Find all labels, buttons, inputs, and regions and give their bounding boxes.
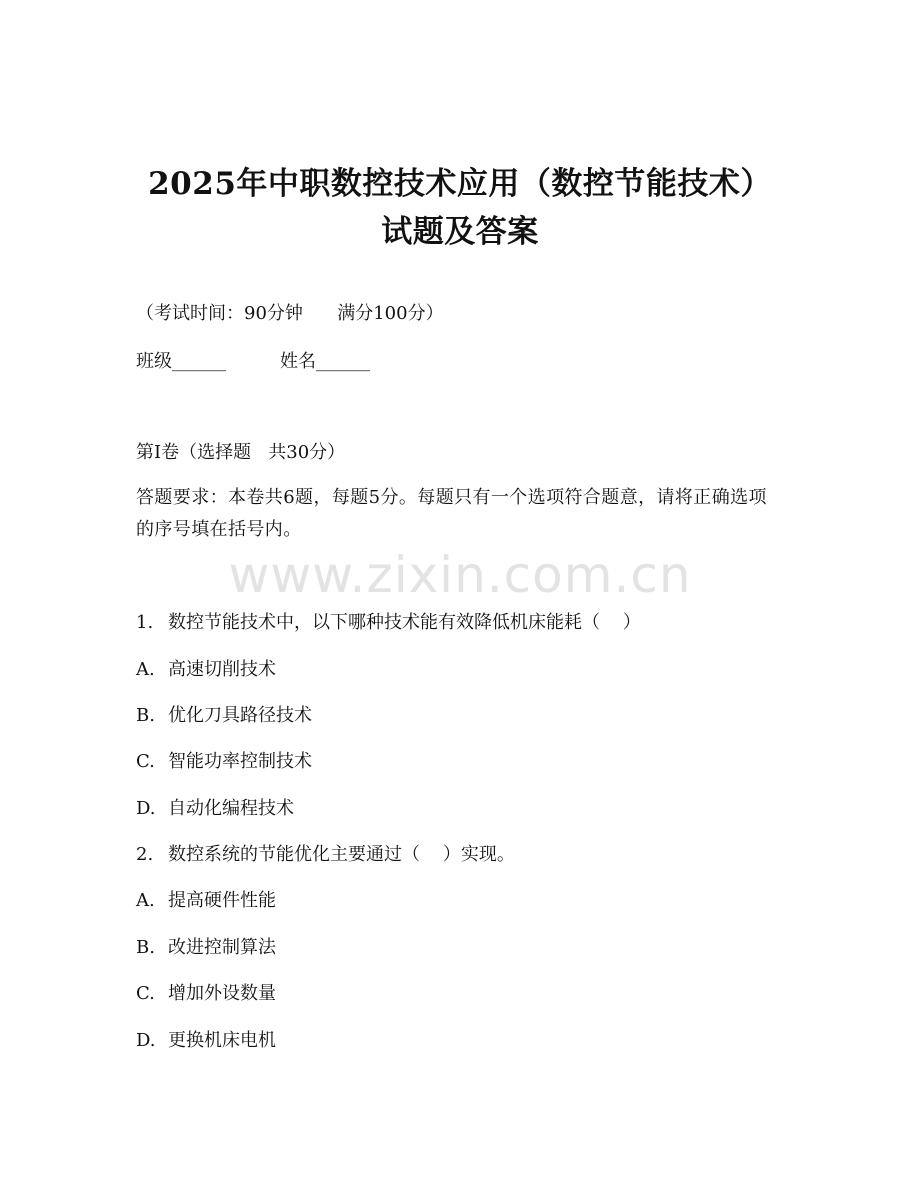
question-number: 2. xyxy=(136,844,154,865)
option-text: 提高硬件性能 xyxy=(168,890,276,911)
option-text: 高速切削技术 xyxy=(168,659,276,680)
q2-option-d xyxy=(136,1029,276,1053)
q1-option-b xyxy=(136,704,312,728)
option-letter: D. xyxy=(136,798,156,819)
instructions: 答题要求：本卷共6题，每题5分。每题只有一个选项符合题意，请将正确选项的序号填在括号内。 xyxy=(136,487,767,540)
option-text: 自动化编程技术 xyxy=(168,798,294,819)
option-text: 更换机床电机 xyxy=(168,1030,276,1051)
exam-info: （考试时间：90分钟 满分100分） xyxy=(136,303,444,324)
q1-option-c xyxy=(136,750,312,774)
option-text: 优化刀具路径技术 xyxy=(168,705,312,726)
option-letter: C. xyxy=(136,751,155,772)
q2-option-a xyxy=(136,889,276,913)
option-text: 增加外设数量 xyxy=(168,983,276,1004)
question-text: 数控节能技术中，以下哪种技术能有效降低机床能耗（ ） xyxy=(168,612,641,633)
q2-option-b xyxy=(136,936,276,960)
question-text: 数控系统的节能优化主要通过（ ）实现。 xyxy=(168,844,515,865)
q1-option-a xyxy=(136,658,276,682)
class-label: 班级______ xyxy=(136,351,226,372)
option-letter: D. xyxy=(136,1030,156,1051)
watermark: www.zixin.com.cn xyxy=(228,546,692,604)
option-letter: C. xyxy=(136,983,155,1004)
q2-option-c xyxy=(136,982,276,1006)
document-title-line-2: 试题及答案 xyxy=(381,214,539,250)
question-number: 1. xyxy=(136,612,154,633)
option-letter: B. xyxy=(136,705,155,726)
option-letter: B. xyxy=(136,937,155,958)
section-title: 第I卷（选择题 共30分） xyxy=(136,442,346,463)
option-letter: A. xyxy=(136,659,155,680)
question-1 xyxy=(136,611,641,635)
document-title-line-1: 2025年中职数控技术应用（数控节能技术） xyxy=(148,166,772,202)
question-2 xyxy=(136,843,515,867)
q1-option-d xyxy=(136,797,294,821)
option-text: 改进控制算法 xyxy=(168,937,276,958)
option-text: 智能功率控制技术 xyxy=(168,751,312,772)
name-label: 姓名______ xyxy=(280,351,370,372)
option-letter: A. xyxy=(136,890,155,911)
student-info-row xyxy=(136,350,370,374)
